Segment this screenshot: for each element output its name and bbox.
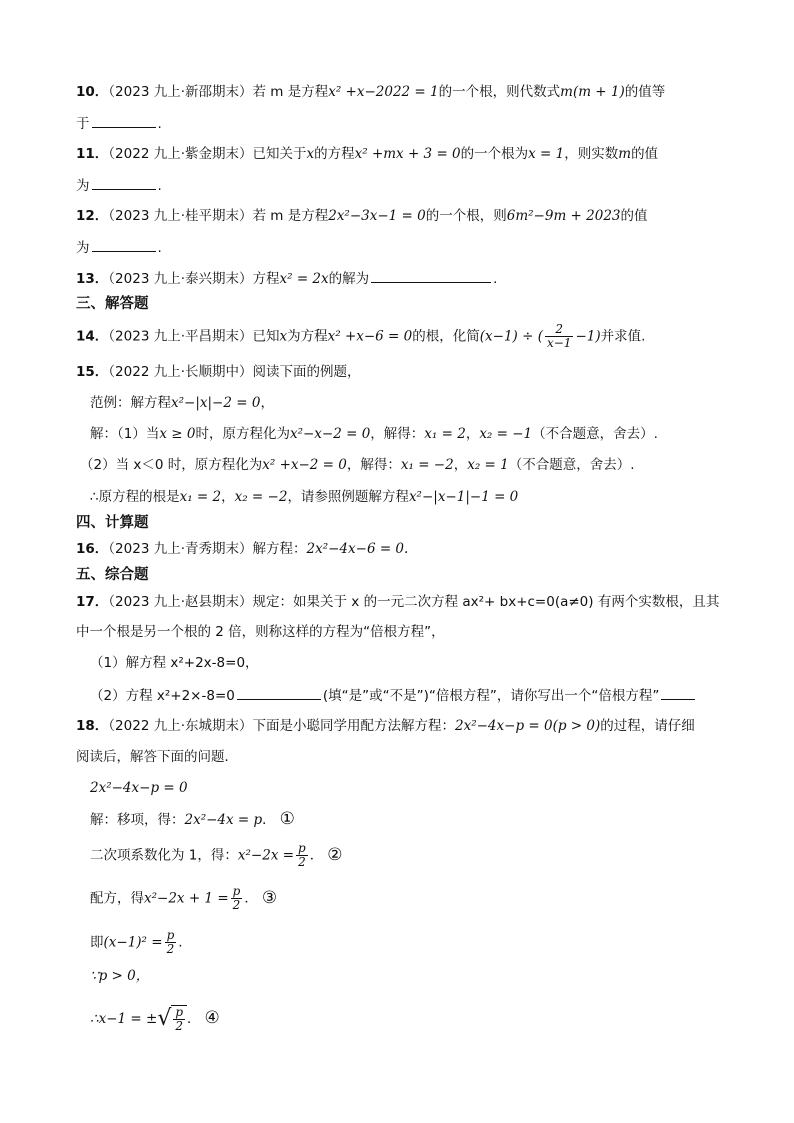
q10-text: 的一个根，则代数式 [438, 84, 561, 100]
q18-equation: x²−2x + 1 = [144, 890, 229, 907]
q10-source: （2023 九上·新邵期末） [108, 84, 253, 100]
q14-number: 14． [76, 328, 109, 345]
q10-expression: m(m + 1) [560, 84, 625, 100]
q18-text: 解：移项，得： [90, 812, 185, 828]
step-marker-3: ③ [261, 887, 278, 908]
q18-step4: 即(x−1)² = $\frac{p}{2}$ . [90, 928, 183, 956]
fraction-numerator: p [298, 841, 306, 855]
q11-root: x = 1 [528, 146, 565, 162]
q15-solution-line2: （2）当 x＜0 时，原方程化为x² +x−2 = 0，解得：x₁ = −2，x₂ = 1（不合题意，舍去）. [80, 457, 635, 473]
q15-equation: x² +x−2 = 0 [262, 457, 347, 473]
q18-equation: 2x²−4x−p = 0 [90, 780, 188, 796]
q17-part2 [90, 685, 697, 706]
q11-text: 为 [76, 178, 90, 194]
q15-line1 [76, 362, 361, 382]
q14-var: x [279, 328, 288, 345]
q18-text: 阅读后，解答下面的问题． [76, 749, 238, 765]
q16-number: 16． [76, 541, 109, 557]
q12-answer-blank[interactable] [92, 237, 156, 252]
q18-fraction [231, 885, 243, 912]
q15-number: 15． [76, 364, 109, 380]
radical-sign: √ [157, 1006, 172, 1031]
q15-root: x₁ = 2 [424, 426, 466, 442]
q18-fraction [173, 1006, 185, 1033]
q18-step6: ∴x−1 = ±√ $\frac{p}{2}$ ． ④ [90, 1005, 220, 1033]
q11-line1 [76, 144, 658, 164]
q13-line [76, 268, 497, 289]
q13-text: 的解为 [328, 271, 370, 287]
q17-text: （2）方程 x²+2×-8=0 [90, 688, 235, 704]
q15-source: （2022 九上·长顺期中） [108, 364, 253, 380]
q17-text: 中一个根是另一个根的 2 倍，则称这样的方程为“倍根方程”， [76, 624, 445, 640]
q17-part1 [90, 653, 259, 673]
q14-text: 已知 [252, 328, 280, 345]
q18-condition: ∵p > 0， [90, 968, 150, 984]
q15-text: ，请参照例题解方程 [287, 489, 409, 505]
q17-number: 17． [76, 594, 109, 610]
q10-text: 于 [76, 116, 90, 132]
q11-text: 已知关于 [252, 146, 307, 162]
q17-text: 规定：如果关于 x 的一元二次方程 ax²+ bx+c=0(a≠0) 有两个实数根，且其 [252, 594, 720, 610]
q17-text: (填“是”或“不是”)“倍根方程”，请你写出一个“倍根方程” [322, 688, 660, 704]
q15-text: 阅读下面的例题， [252, 364, 361, 380]
q18-equation: ∴x−1 = ± [90, 1011, 158, 1027]
q12-period: . [157, 240, 162, 256]
q12-text: 若 m 是方程 [252, 208, 329, 224]
q17-answer-blank[interactable] [237, 685, 321, 700]
q12-line1 [76, 206, 648, 226]
q15-text: ，解得： [370, 426, 425, 442]
q17-line2 [76, 622, 445, 642]
q10-number: 10． [76, 84, 109, 100]
q15-text: （不合题意，舍去）. [508, 457, 635, 473]
fraction-denominator: 2 [175, 1019, 183, 1033]
q18-source: （2022 九上·东城期末） [108, 718, 253, 734]
q14-text: 的根，化简 [412, 328, 480, 345]
q18-step-equation [90, 778, 188, 798]
q12-source: （2023 九上·桂平期末） [108, 208, 253, 224]
fraction-numerator: 2 [545, 323, 573, 337]
q18-equation: x²−2x = [237, 847, 295, 864]
q11-text: 的一个根为 [460, 146, 529, 162]
q12-text: 的一个根，则 [425, 208, 507, 224]
q17-example-blank[interactable] [661, 685, 695, 700]
step-marker-4: ④ [204, 1008, 220, 1028]
q14-line [76, 323, 645, 350]
q13-text: 方程 [252, 271, 280, 287]
q11-var: m [618, 146, 632, 162]
q15-text: （2）当 x＜0 时，原方程化为 [80, 457, 263, 473]
q15-condition: x ≥ 0 [159, 426, 196, 442]
q12-equation: 2x²−3x−1 = 0 [328, 208, 426, 224]
q18-step2: 二次项系数化为 1，得：x²−2x = $\frac{p}{2}$ ． ② [90, 841, 343, 869]
q13-number: 13． [76, 271, 109, 287]
q18-step5 [90, 966, 149, 986]
q12-text: 的值 [620, 208, 648, 224]
q15-root: x₂ = 1 [467, 457, 509, 473]
fraction-numerator: p [175, 1005, 184, 1019]
q11-text: 的方程 [314, 146, 355, 162]
q15-text: ，解得： [346, 457, 401, 473]
q18-fraction [296, 842, 308, 869]
q17-source: （2023 九上·赵县期末） [108, 594, 253, 610]
q18-text: 二次项系数化为 1，得： [90, 847, 238, 864]
section-heading-4: 四、计算题 [76, 515, 149, 531]
q11-period: . [157, 178, 162, 194]
q18-equation: 2x²−4x−p = 0(p > 0) [455, 718, 601, 734]
step-marker-2: ② [327, 844, 343, 865]
fraction-denominator: 2 [232, 898, 241, 912]
q11-source: （2022 九上·紫金期末） [108, 146, 253, 162]
q15-equation: x²−x−2 = 0 [289, 426, 371, 442]
q10-text: 若 m 是方程 [252, 84, 329, 100]
q18-line1 [76, 716, 695, 736]
q18-step3: 配方，得x²−2x + 1 = $\frac{p}{2}$ ． ③ [90, 884, 278, 912]
q15-text: 解：（1）当 [90, 426, 160, 442]
q18-step1: 解：移项，得：2x²−4x = p． ① [90, 809, 295, 829]
q18-equation: 2x²−4x = p [184, 812, 263, 828]
q11-text: ，则实数 [564, 146, 619, 162]
section-heading-3: 三、解答题 [76, 296, 149, 312]
q10-line1 [76, 82, 665, 102]
q15-equation: x²−|x|−2 = 0 [171, 395, 261, 411]
fraction-numerator: p [166, 928, 175, 942]
fraction-numerator: p [232, 884, 241, 898]
q18-text: 的过程，请仔细 [600, 718, 695, 734]
q12-text: 为 [76, 240, 90, 256]
q16-source: （2023 九上·青秀期末） [108, 541, 253, 557]
q14-expression: −1) [575, 328, 601, 345]
fraction-denominator: 2 [298, 855, 306, 869]
fraction-denominator: x−1 [546, 336, 572, 350]
q18-text: 下面是小聪同学用配方法解方程： [252, 718, 455, 734]
q15-solution-line1: 解：（1）当x ≥ 0时，原方程化为x²−x−2 = 0，解得：x₁ = 2，x₂ = −1（不合题意，舍去）. [90, 426, 658, 442]
fraction-denominator: 2 [166, 942, 175, 956]
q18-number: 18． [76, 718, 109, 734]
q15-root: x₁ = −2 [400, 457, 454, 473]
sqrt-expression [157, 1005, 187, 1033]
q15-root: x₁ = 2 [179, 489, 222, 505]
q15-example-line [90, 393, 274, 413]
q18-text: 配方，得 [90, 890, 144, 907]
q16-equation: 2x²−4x−6 = 0. [306, 541, 409, 557]
q15-text: （不合题意，舍去）. [532, 426, 658, 442]
q10-text: 的值等 [624, 84, 666, 100]
q18-fraction [165, 929, 177, 956]
q11-line2 [76, 175, 162, 196]
q10-equation: x² +x−2022 = 1 [328, 84, 439, 100]
q15-root: x₂ = −2 [234, 489, 288, 505]
q15-root: x₂ = −1 [479, 426, 533, 442]
q11-answer-blank[interactable] [92, 175, 156, 190]
q15-equation: x²−|x−1|−1 = 0 [408, 489, 519, 505]
q15-text: 时，原方程化为 [195, 426, 290, 442]
q13-equation: x² = 2x [279, 271, 329, 287]
q18-line2 [76, 747, 238, 767]
q15-conclusion-line: ∴原方程的根是x₁ = 2，x₂ = −2，请参照例题解方程x²−|x−1|−1 = 0 [90, 489, 519, 505]
q11-number: 11． [76, 146, 109, 162]
q13-answer-blank[interactable] [371, 268, 491, 283]
q13-period: . [493, 271, 498, 287]
q14-expression: (x−1) ÷ ( [479, 328, 543, 345]
q13-source: （2023 九上·泰兴期末） [108, 271, 253, 287]
q14-equation: x² +x−6 = 0 [327, 328, 413, 345]
step-marker-1: ① [279, 809, 295, 829]
q12-number: 12． [76, 208, 109, 224]
q14-text: 并求值. [600, 328, 646, 345]
q12-expression: 6m²−9m + 2023 [506, 208, 621, 224]
q14-source: （2023 九上·平昌期末） [108, 328, 253, 345]
section-heading-5: 五、综合题 [76, 567, 149, 583]
q16-text: 解方程： [252, 541, 307, 557]
q14-fraction [545, 323, 573, 350]
q15-text: 范例：解方程 [90, 395, 171, 411]
q14-text: 为方程 [287, 328, 328, 345]
q17-line1 [76, 592, 719, 612]
q10-line2 [76, 113, 162, 134]
q11-var: x [306, 146, 315, 162]
q16-line [76, 539, 408, 559]
q18-text: 即 [90, 934, 104, 951]
q15-text: ∴原方程的根是 [90, 489, 180, 505]
q10-period: . [157, 116, 162, 132]
q12-line2 [76, 237, 162, 258]
q10-answer-blank[interactable] [92, 113, 156, 128]
q11-text: 的值 [631, 146, 659, 162]
q17-text: （1）解方程 x²+2x-8=0， [90, 655, 259, 671]
q15-text: ， [260, 395, 274, 411]
q11-equation: x² +mx + 3 = 0 [354, 146, 461, 162]
q18-equation: (x−1)² = [103, 934, 163, 951]
